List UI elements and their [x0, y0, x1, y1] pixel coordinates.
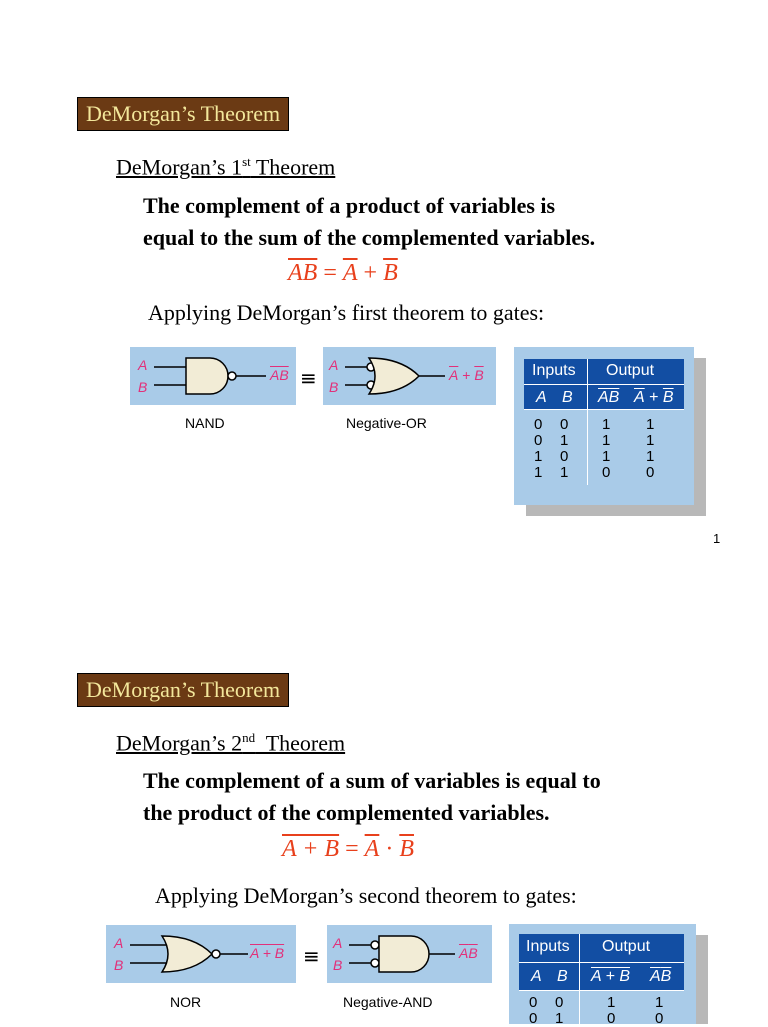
col-a: A — [531, 968, 542, 985]
nor-label: NOR — [170, 994, 202, 1010]
negative-and-input-a: A — [333, 935, 343, 951]
table-rows — [534, 417, 654, 481]
formula-equals: = — [317, 260, 343, 286]
table-row — [534, 465, 654, 481]
cell-out1: 0 — [607, 1010, 616, 1027]
cell-b: 0 — [560, 448, 569, 465]
out-term-b: $\overline{B}$ — [474, 367, 484, 383]
nand-label: NAND — [185, 415, 225, 431]
slide1-formula — [288, 260, 398, 287]
col-b: B — [562, 389, 573, 406]
negative-or-gate-diagram — [323, 347, 496, 405]
subtitle-superscript: st — [242, 154, 251, 169]
header-inputs: Inputs — [532, 362, 576, 379]
header-inputs: Inputs — [526, 938, 570, 955]
nand-gate-diagram — [130, 347, 296, 405]
cell-b: 1 — [560, 464, 569, 481]
page-number: 1 — [713, 531, 721, 546]
slide1-title: DeMorgan’s Theorem — [77, 97, 289, 131]
negative-and-input-b: B — [333, 957, 343, 973]
col-a: A — [536, 389, 547, 406]
out-term-a: $\overline{A}$ — [449, 367, 459, 383]
formula-term-a: $\overline{A}$ — [342, 260, 358, 286]
slide2-applying-text: Applying DeMorgan’s second theorem to gates: — [155, 883, 577, 908]
formula-equals: = — [339, 836, 365, 862]
slide2-title: DeMorgan’s Theorem — [77, 673, 289, 707]
formula-operator: · — [379, 836, 400, 862]
cell-b: 0 — [555, 994, 564, 1011]
cell-out1: 1 — [602, 432, 611, 449]
negative-or-input-a: A — [329, 357, 339, 373]
out-a: $\overline{A}$ — [459, 945, 469, 961]
nor-output-label: A + B — [250, 945, 285, 961]
cell-out1: 1 — [602, 416, 611, 433]
cell-out2: 0 — [655, 1010, 664, 1027]
truth-table-2 — [509, 924, 696, 1027]
cell-out2: 1 — [646, 416, 655, 433]
nor-input-a: A — [114, 935, 124, 951]
equivalence-symbol: ≡ — [300, 366, 317, 390]
subtitle-text: DeMorgan’s 2 — [116, 730, 243, 756]
col-b: B — [557, 968, 568, 985]
formula-lhs: A + B — [282, 836, 340, 862]
slide1-subtitle — [116, 154, 335, 180]
slide2-subtitle — [116, 730, 345, 756]
statement-line-1: The complement of a product of variables is — [143, 193, 556, 218]
negative-or-input-b: B — [329, 379, 339, 395]
formula-lhs: $\overline{AB}$ — [288, 260, 318, 286]
cell-a: 1 — [534, 448, 543, 465]
slide2-formula — [282, 836, 414, 863]
col-out2-op: + — [644, 389, 663, 406]
formula-operator: + — [357, 260, 384, 286]
cell-out1: 0 — [602, 464, 611, 481]
table-row — [529, 995, 663, 1011]
out-operator: + — [458, 367, 475, 383]
subtitle-text: DeMorgan’s 1 — [116, 154, 243, 180]
subtitle-text-end: Theorem — [250, 154, 336, 180]
cell-out2: 1 — [655, 994, 664, 1011]
col-out2-a: $\overline{A}$ — [634, 389, 645, 406]
statement-line-1: The complement of a sum of variables is equal to — [143, 768, 601, 793]
table-row — [534, 417, 654, 433]
col-out1: $\overline{AB}$ — [598, 389, 620, 406]
cell-out1: 1 — [602, 448, 611, 465]
table-header-rule-2 — [524, 409, 684, 410]
nor-gate-diagram — [106, 925, 296, 983]
table-2-rows — [529, 995, 663, 1027]
col-out2 — [650, 968, 671, 986]
statement-line-2: the product of the complemented variables. — [143, 800, 550, 825]
col-out2-b: $\overline{B}$ — [662, 389, 674, 406]
header-output: Output — [606, 362, 655, 379]
cell-a: 0 — [529, 1010, 538, 1027]
formula-term-b: $\overline{B}$ — [383, 260, 398, 286]
subtitle-superscript: nd — [242, 730, 256, 745]
nand-input-b: B — [138, 379, 148, 395]
table-2-header-rule-2 — [519, 990, 684, 991]
table-row — [529, 1011, 663, 1027]
negative-or-label: Negative-OR — [346, 415, 427, 431]
cell-a: 0 — [529, 994, 538, 1011]
cell-out1: 1 — [607, 994, 616, 1011]
cell-b: 1 — [560, 432, 569, 449]
truth-table-1 — [514, 347, 694, 505]
table-row — [534, 449, 654, 465]
negative-or-output-label — [449, 367, 484, 383]
cell-a: 1 — [534, 464, 543, 481]
cell-out2: 1 — [646, 432, 655, 449]
col-out2-b: $\overline{B}$ — [660, 968, 672, 985]
col-out2 — [634, 389, 674, 407]
cell-out2: 1 — [646, 448, 655, 465]
nor-input-b: B — [114, 957, 124, 973]
out-b: $\overline{B}$ — [468, 945, 478, 961]
nand-input-a: A — [138, 357, 148, 373]
negative-and-label: Negative-AND — [343, 994, 433, 1010]
cell-b: 0 — [560, 416, 569, 433]
equivalence-symbol-2: ≡ — [303, 944, 320, 968]
table-2-header-rule — [519, 962, 684, 963]
slide1-statement — [143, 190, 595, 254]
formula-term-b: $\overline{B}$ — [399, 836, 414, 862]
cell-out2: 0 — [646, 464, 655, 481]
negative-and-gate-diagram — [327, 925, 492, 983]
negative-and-output-label — [459, 945, 478, 961]
statement-line-2: equal to the sum of the complemented variables. — [143, 225, 596, 250]
header-output: Output — [602, 938, 651, 955]
formula-term-a: $\overline{A}$ — [364, 836, 380, 862]
table-row — [534, 433, 654, 449]
cell-a: 0 — [534, 416, 543, 433]
nand-output-label: $\overline{AB}$ — [270, 367, 289, 383]
cell-b: 1 — [555, 1010, 564, 1027]
col-out2-a: $\overline{A}$ — [650, 968, 661, 985]
table-header-rule — [524, 384, 684, 385]
col-out1: A + B — [591, 968, 630, 985]
slide2-statement — [143, 765, 601, 829]
subtitle-text-end: Theorem — [255, 730, 346, 756]
cell-a: 0 — [534, 432, 543, 449]
slide1-applying-text: Applying DeMorgan’s first theorem to gates: — [148, 300, 545, 325]
